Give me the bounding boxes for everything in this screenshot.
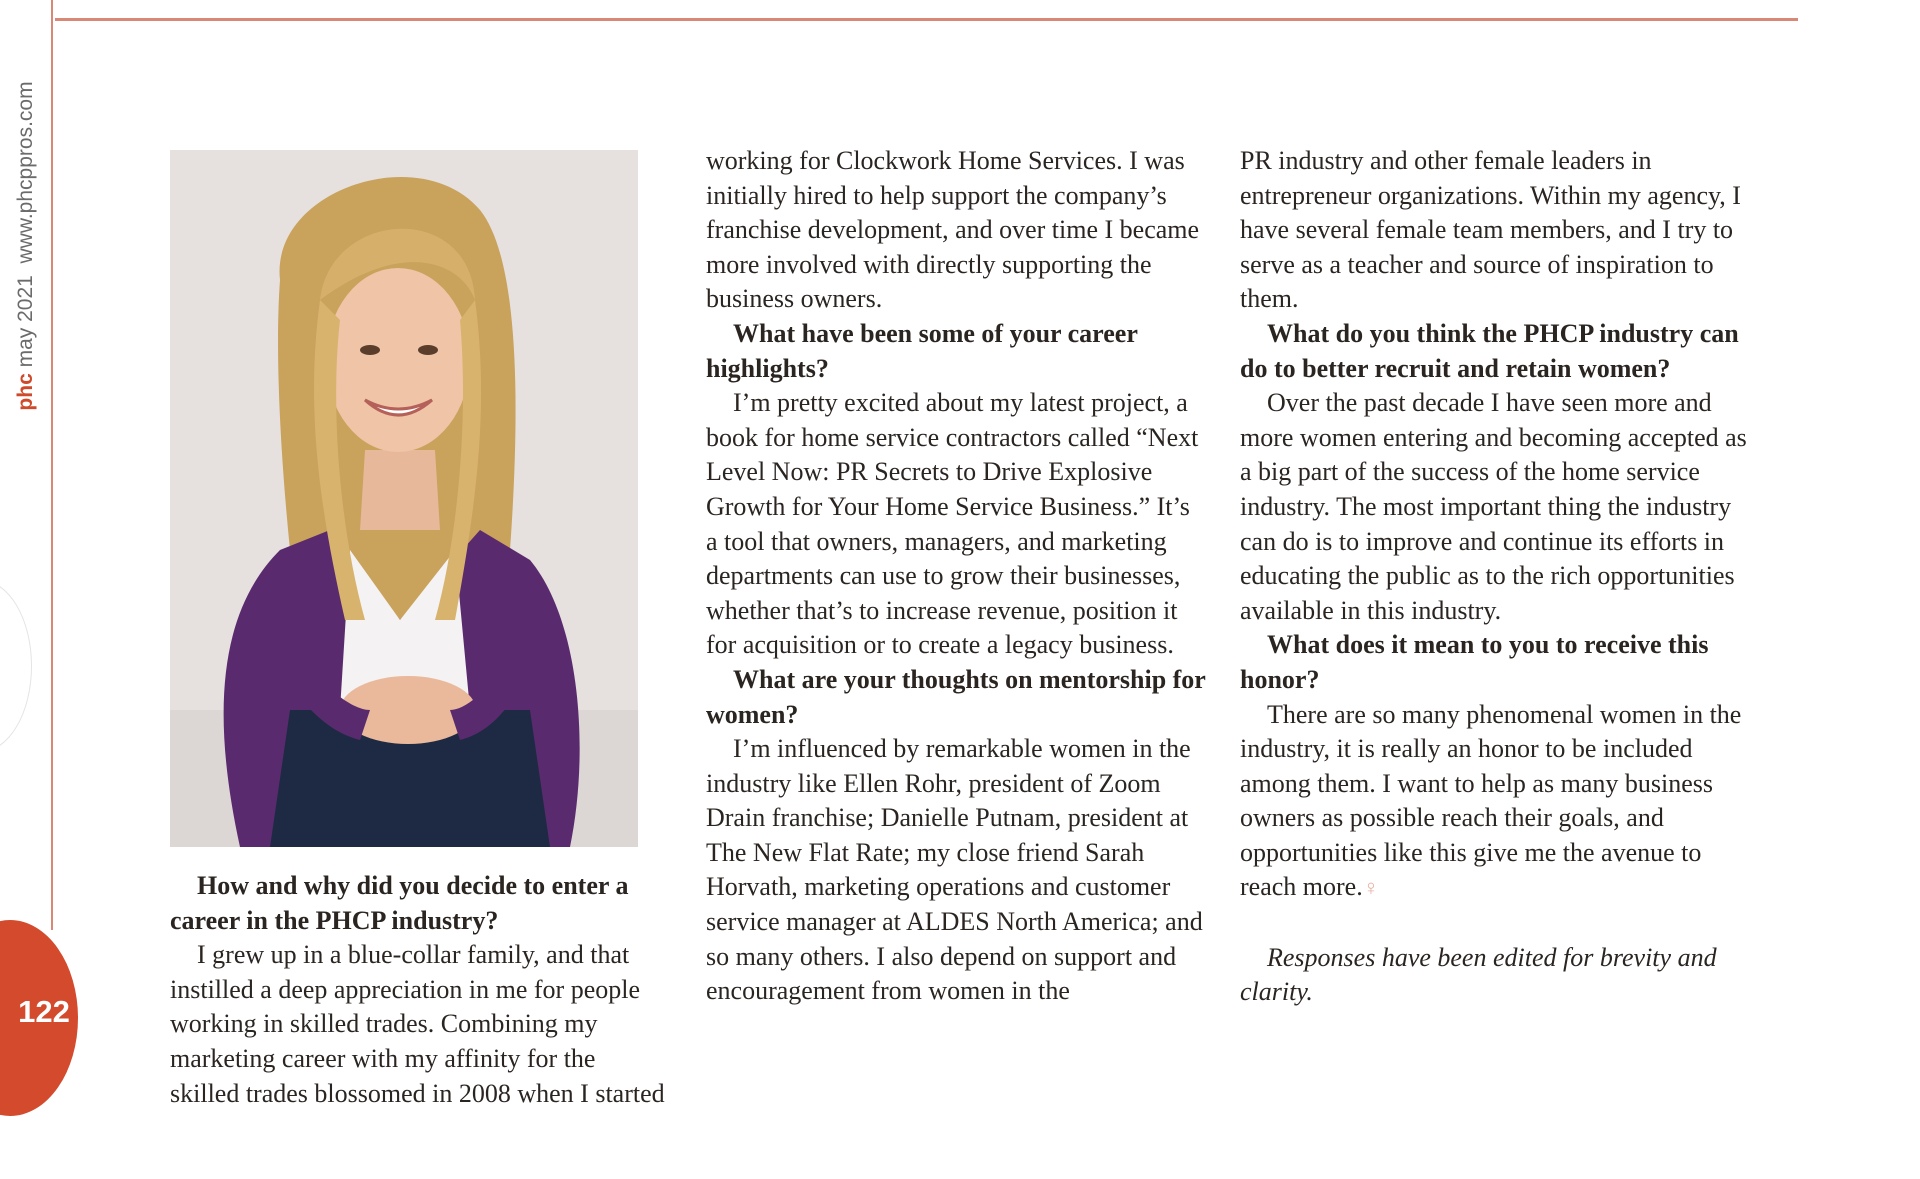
running-head-text: [14, 81, 38, 410]
answer-paragraph: Over the past decade I have seen more and more women entering and becoming accepted as a big part of the success of the home service industry. The most important thing the industry can do is to improve and continue its efforts in educating the public as to the rich opportunities available in this industry.: [1240, 388, 1747, 625]
answer-text: There are so many phenomenal women in the industry, it is really an honor to be included among them. I want to help as many business owners as possible reach their goals, and opportunities like this give me the avenue to reach more.: [1240, 699, 1742, 902]
article-column-1: [170, 869, 670, 1111]
article-column-3: [1240, 144, 1750, 1010]
site-url: www.phcppros.com: [14, 81, 37, 264]
portrait-photo: [170, 150, 638, 847]
answer-paragraph-continued: working for Clockwork Home Services. I was initially hired to help support the company’s franchise development, and over time I became more involved with directly supporting the business owners.: [706, 146, 1200, 314]
issue-date: may 2021: [14, 275, 37, 368]
answer-paragraph: I grew up in a blue-collar family, and that instilled a deep appreciation in me for people working in skilled trades. Combining my marketing career with my affinity for the skilled trades blossomed in 2008 when I started: [170, 940, 665, 1108]
end-mark-icon: ♀: [1362, 875, 1380, 901]
question-heading: What have been some of your career highlights?: [706, 318, 1138, 383]
question-heading: How and why did you decide to enter a career in the PHCP industry?: [170, 871, 629, 935]
question-heading: What are your thoughts on mentorship for women?: [706, 664, 1206, 729]
answer-paragraph: I’m pretty excited about my latest project, a book for home service contractors called “Next Level Now: PR Secrets to Drive Explosive Growth for Your Home Service Business.” It’s a tool that owners, managers, and marketing departments can use to grow their businesses, whether that’s to increase revenue, position it for acquisition or to create a legacy business.: [706, 388, 1199, 660]
answer-paragraph: [1240, 698, 1750, 907]
editor-note: Responses have been edited for brevity and clarity.: [1240, 942, 1717, 1007]
question-heading: What does it mean to you to receive this honor?: [1240, 630, 1709, 694]
question-heading: What do you think the PHCP industry can do to better recruit and retain women?: [1240, 318, 1739, 383]
top-rule: [55, 18, 1798, 21]
page-number: 122: [18, 994, 70, 1029]
page-edge-arc: [0, 580, 32, 752]
answer-paragraph: I’m influenced by remarkable women in the industry like Ellen Rohr, president of Zoom Drain franchise; Danielle Putnam, president at The New Flat Rate; my close friend Sarah Horvath, marketing operations and customer service manager at ALDES North America; and so many others. I also depend on support and encouragement from women in the: [706, 734, 1203, 1006]
answer-paragraph-continued: PR industry and other female leaders in entrepreneur organizations. Within my agency, I have several female team members, and I try to serve as a teacher and source of inspiration to them.: [1240, 146, 1741, 314]
portrait-illustration: [170, 150, 638, 847]
article-column-2: [706, 144, 1206, 1009]
running-head: [0, 0, 52, 460]
brand-name: phc: [14, 373, 37, 411]
